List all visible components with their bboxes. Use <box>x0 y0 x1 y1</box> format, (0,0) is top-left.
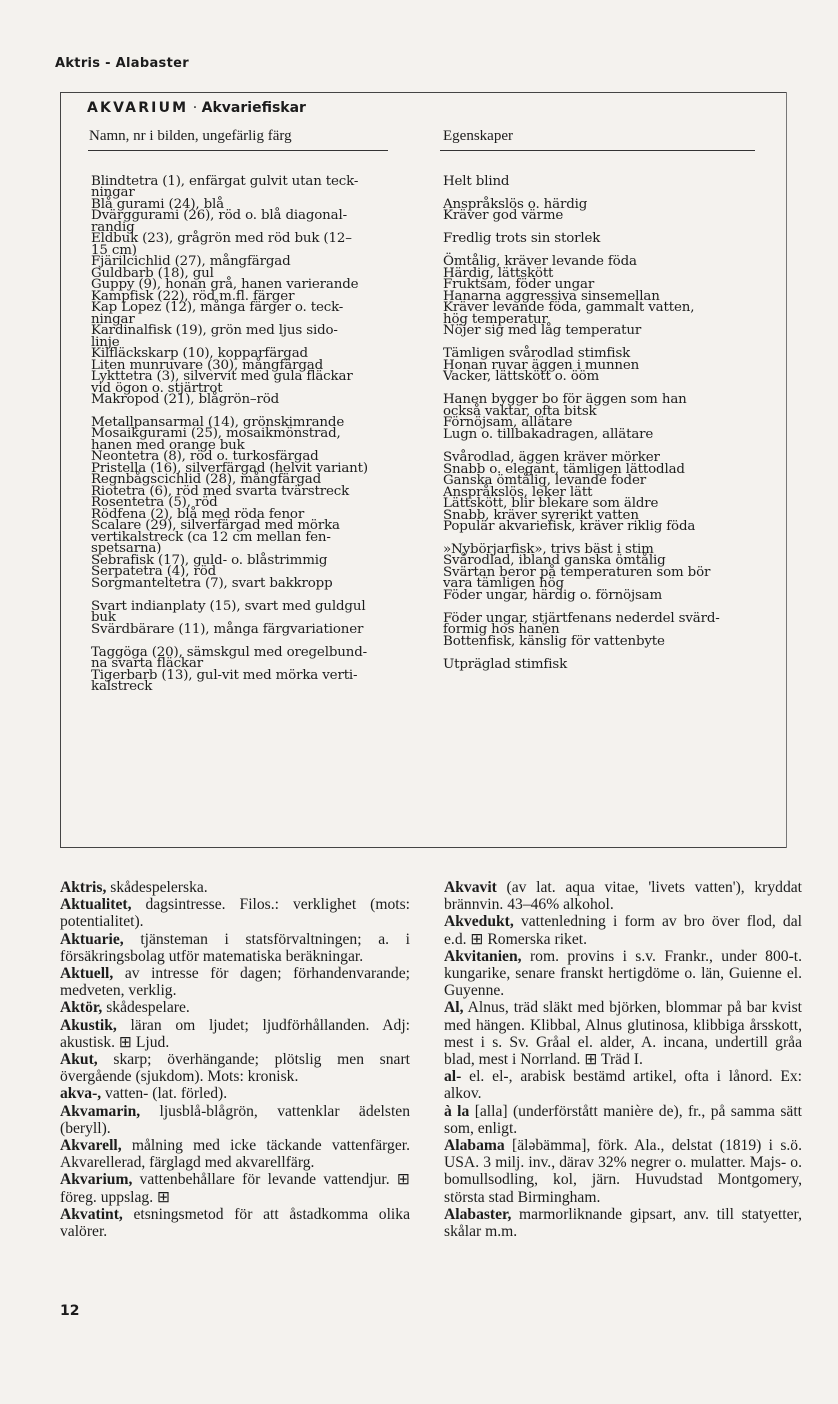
fish-name-row: vid ögon o. stjärtrot <box>91 381 223 396</box>
fish-name-row: Guldbarb (18), gul <box>91 266 214 281</box>
fish-property-row: Fruktsam, föder ungar <box>443 277 595 292</box>
dictionary-entry <box>444 1068 802 1102</box>
entry-headword: al- <box>444 1068 462 1086</box>
fish-name-row: spetsarna) <box>91 541 162 556</box>
dictionary-entry <box>444 948 802 1000</box>
fish-name-row: Fjärilcichlid (27), mångfärgad <box>91 254 291 269</box>
dictionary-entry <box>60 1103 410 1137</box>
fish-name-row: Lykttetra (3), silvervit med gula fläckar <box>91 369 353 384</box>
col-header-name: Namn, nr i bilden, ungefärlig färg <box>89 128 292 144</box>
fish-name-row: Taggöga (20), sämskgul med oregelbund- <box>91 645 367 660</box>
dictionary-entry <box>60 1017 410 1051</box>
dictionary-entry <box>60 896 410 930</box>
entry-headword: Akvitanien, <box>444 947 522 965</box>
entry-headword: Akustik, <box>60 1016 117 1034</box>
fish-property-row: formig hos hanen <box>443 622 560 637</box>
entry-definition: ljusblå-blågrön, vattenklar ädelsten (beryll). <box>60 1102 410 1137</box>
fish-name-row: Guppy (9), honan grå, hanen varierande <box>91 277 359 292</box>
fish-property-row: Kräver levande föda, gammalt vatten, <box>443 300 695 315</box>
entry-headword: Akvavit <box>444 879 497 896</box>
fish-property-row: vara tämligen hög <box>443 576 564 591</box>
fish-name-row: Metallpansarmal (14), grönskimrande <box>91 415 345 430</box>
fish-name-row: Riotetra (6), röd med svarta tvärstreck <box>91 484 350 499</box>
entry-headword: akva-, <box>60 1085 102 1103</box>
fish-property-row: Anspråkslös o. härdig <box>443 197 588 212</box>
fish-property-row: Svårodlad, ibland ganska ömtålig <box>443 553 666 568</box>
entry-definition: (av lat. aqua vitae, 'livets vatten'), kryddat brännvin. 43–46% alkohol. <box>444 879 802 914</box>
entry-definition: skådespelerska. <box>106 879 208 896</box>
entry-definition: marmorliknande gipsart, anv. till statyetter, skålar m.m. <box>444 1205 802 1241</box>
entry-definition: tjänsteman i statsförvaltningen; a. i försäkringsbolag utför matematiska beräkningar. <box>60 930 410 965</box>
fish-property-row: Ömtålig, kräver levande föda <box>443 254 637 269</box>
fish-property-row: Hanen bygger bo för äggen som han <box>443 392 687 407</box>
entry-definition: läran om ljudet; ljudförhållanden. Adj: akustisk. ⊞ Ljud. <box>60 1016 410 1051</box>
dictionary-entry <box>444 879 802 913</box>
fish-name-row: Makropod (21), blågrön–röd <box>91 392 280 407</box>
dictionary-entry <box>60 1206 410 1240</box>
dictionary-entry <box>444 1137 802 1206</box>
running-head: Aktris - Alabaster <box>55 56 189 71</box>
fish-property-row: Nöjer sig med låg temperatur <box>443 323 642 338</box>
fish-property-row: Tämligen svårodlad stimfisk <box>443 346 631 361</box>
header-rule-right <box>440 150 755 151</box>
fish-name-row: buk <box>91 610 116 625</box>
fish-property-row: Anspråkslös, leker lätt <box>443 485 593 500</box>
col-header-properties: Egenskaper <box>443 128 513 144</box>
entry-headword: Akvatint, <box>60 1205 123 1223</box>
entry-headword: Akvedukt, <box>444 913 514 931</box>
fish-property-row: Snabb o. elegant, tämligen lättodlad <box>443 462 685 477</box>
fish-name-row: Blindtetra (1), enfärgat gulvit utan teck- <box>91 174 359 189</box>
fish-name-row: Svart indianplaty (15), svart med guldgul <box>91 599 366 614</box>
fish-name-row: Rödfena (2), blå med röda fenor <box>91 507 305 522</box>
fish-property-row: Bottenfisk, känslig för vattenbyte <box>443 634 665 649</box>
entry-definition: [äləbämma], förk. Ala., delstat (1819) i s.ö. USA. 3 milj. inv., därav 32% negrer o. mulatter. Majs- o. bomullsodling, kol, järn. Huvudstad Montgomery, största stad Birmingham. <box>444 1137 802 1206</box>
fish-name-row: linje <box>91 335 120 350</box>
entry-headword: Aktuell, <box>60 965 114 983</box>
entry-definition: målning med icke täckande vattenfärger. Akvarellerad, färglagd med akvarellfärg. <box>60 1137 410 1172</box>
entry-headword: Aktuarie, <box>60 930 124 948</box>
dictionary-column-2 <box>444 879 802 1240</box>
fish-name-row: Sebrafisk (17), guld- o. blåstrimmig <box>91 553 328 568</box>
fish-name-row: Blå gurami (24), blå <box>91 197 225 212</box>
fish-property-row: Fredlig trots sin storlek <box>443 231 601 246</box>
entry-headword: Akvarium, <box>60 1171 133 1189</box>
fish-property-row: Svärtan beror på temperaturen som bör <box>443 565 711 580</box>
fish-name-row: Rosentetra (5), röd <box>91 495 218 510</box>
fish-name-row: Svärdbärare (11), många färgvariationer <box>91 622 364 637</box>
fish-property-row: Helt blind <box>443 174 510 189</box>
table-right-border <box>786 92 787 848</box>
entry-definition: dagsintresse. Filos.: verklighet (mots: potentialitet). <box>60 896 410 931</box>
dictionary-entry <box>60 965 410 999</box>
fish-name-row: vertikalstreck (ca 12 cm mellan fen- <box>91 530 331 545</box>
fish-property-row: Lättskött, blir blekare som äldre <box>443 496 659 511</box>
header-rule-left <box>88 150 388 151</box>
fish-name-row: Liten munruvare (30), mångfärgad <box>91 358 324 373</box>
entry-definition: el. el-, arabisk bestämd artikel, ofta i lånord. Ex: alkov. <box>444 1068 802 1103</box>
entry-headword: Akvarell, <box>60 1137 122 1155</box>
table-title-separator: · <box>192 100 198 116</box>
fish-name-row: Scalare (29), silverfärgad med mörka <box>91 518 340 533</box>
fish-property-row: Snabb, kräver syrerikt vatten <box>443 508 639 523</box>
dictionary-entry <box>60 1085 410 1102</box>
entry-definition: etsningsmetod för att åstadkomma olika valörer. <box>60 1205 410 1241</box>
fish-name-row: na svarta fläckar <box>91 656 203 671</box>
entry-headword: à la <box>444 1102 470 1120</box>
dictionary-entry <box>444 913 802 947</box>
fish-name-row: Sorgmanteltetra (7), svart bakkropp <box>91 576 333 591</box>
entry-definition: skådespelare. <box>102 999 190 1017</box>
table-title-sub: Akvariefiskar <box>201 100 306 116</box>
entry-definition: vatten- (lat. förled). <box>101 1085 228 1103</box>
dictionary-column-1 <box>60 879 410 1240</box>
entry-definition: skarp; överhängande; plötslig men snart övergående (sjukdom). Mots: kronisk. <box>60 1051 410 1086</box>
fish-property-row: hög temperatur <box>443 312 548 327</box>
fish-name-row: randig <box>91 220 135 235</box>
fish-name-row: ningar <box>91 312 135 327</box>
entry-definition: rom. provins i s.v. Frankr., under 800-t. kungarike, senare franskt hertigdöme o. län, Guienne el. Guyenne. <box>444 947 802 1000</box>
table-title <box>87 100 306 116</box>
entry-definition: vattenledning i form av bro över flod, dal e.d. ⊞ Romerska riket. <box>444 913 802 948</box>
entry-definition: av intresse för dagen; förhandenvarande; medveten, verklig. <box>60 965 410 1000</box>
entry-headword: Aktris, <box>60 879 107 896</box>
fish-name-row: 15 cm) <box>91 243 137 258</box>
entry-definition: [alla] (underförstått manière de), fr., på samma sätt som, enligt. <box>444 1102 802 1137</box>
dictionary-entry <box>60 1171 410 1205</box>
fish-property-row: Föder ungar, härdig o. förnöjsam <box>443 588 663 603</box>
fish-name-row: Neontetra (8), röd o. turkosfärgad <box>91 449 319 464</box>
dictionary-entry <box>60 999 410 1016</box>
page-number: 12 <box>60 1303 80 1319</box>
fish-name-row: Serpatetra (4), röd <box>91 564 217 579</box>
fish-property-row: Svårodlad, äggen kräver mörker <box>443 450 660 465</box>
entry-headword: Akvamarin, <box>60 1102 141 1120</box>
fish-property-row: Utpräglad stimfisk <box>443 657 568 672</box>
fish-property-row: Populär akvariefisk, kräver riklig föda <box>443 519 696 534</box>
fish-property-row: Härdig, lättskött <box>443 266 554 281</box>
fish-property-row: också vaktar, ofta bitsk <box>443 404 597 419</box>
fish-name-row: Dvärggurami (26), röd o. blå diagonal- <box>91 208 347 223</box>
entry-headword: Alabaster, <box>444 1205 512 1223</box>
fish-property-row: Föder ungar, stjärtfenans nederdel svärd- <box>443 611 720 626</box>
fish-name-row: kalstreck <box>91 679 153 694</box>
fish-name-row: Kampfisk (22), röd m.fl. färger <box>91 289 295 304</box>
dictionary-entry <box>60 1137 410 1171</box>
fish-property-row: Kräver god värme <box>443 208 564 223</box>
table-title-main: AKVARIUM <box>87 100 189 116</box>
entry-definition: Alnus, träd släkt med björken, blommar på bar kvist med hängen. Klibbal, Alnus glutinosa, klibbiga årsskott, mest i s. Sv. Gråal el. alder, A. incana, undertill gråa blad, mest i Norrland. ⊞ Träd I. <box>444 999 802 1069</box>
dictionary-entry <box>444 999 802 1068</box>
dictionary-entry <box>444 1103 802 1137</box>
fish-property-row: Honan ruvar äggen i munnen <box>443 358 640 373</box>
fish-property-row: Lugn o. tillbakadragen, allätare <box>443 427 654 442</box>
fish-name-row: Kilfläckskarp (10), kopparfärgad <box>91 346 308 361</box>
fish-property-row: Vacker, lättskött o. ööm <box>443 369 600 384</box>
entry-definition: vattenbehållare för levande vattendjur. ⊞ föreg. uppslag. ⊞ <box>60 1171 410 1206</box>
fish-name-row: Pristella (16), silverfärgad (helvit variant) <box>91 461 368 476</box>
fish-property-row: Hanarna aggressiva sinsemellan <box>443 289 660 304</box>
entry-headword: Al, <box>444 999 464 1017</box>
fish-name-row: hanen med orange buk <box>91 438 245 453</box>
fish-name-row: Kardinalfisk (19), grön med ljus sido- <box>91 323 338 338</box>
entry-headword: Aktualitet, <box>60 896 132 914</box>
fish-name-row: Regnbågscichlid (28), mångfärgad <box>91 472 322 487</box>
dictionary-entry <box>60 1051 410 1085</box>
dictionary-entry <box>60 879 410 896</box>
fish-property-row: Förnöjsam, allätare <box>443 415 573 430</box>
fish-name-row: Kap Lopez (12), många färger o. teck- <box>91 300 344 315</box>
fish-property-row: »Nybörjarfisk», trivs bäst i stim <box>443 542 654 557</box>
entry-headword: Aktör, <box>60 999 103 1017</box>
fish-name-row: Tigerbarb (13), gul-vit med mörka verti- <box>91 668 358 683</box>
dictionary-entry <box>444 1206 802 1240</box>
fish-name-row: ningar <box>91 185 135 200</box>
fish-name-row: Eldbuk (23), grågrön med röd buk (12– <box>91 231 352 246</box>
entry-headword: Alabama <box>444 1137 505 1155</box>
dictionary-entry <box>60 931 410 965</box>
entry-headword: Akut, <box>60 1051 98 1069</box>
fish-property-row: Ganska ömtålig, levande foder <box>443 473 647 488</box>
fish-name-row: Mosaikgurami (25), mosaikmönstrad, <box>91 426 341 441</box>
